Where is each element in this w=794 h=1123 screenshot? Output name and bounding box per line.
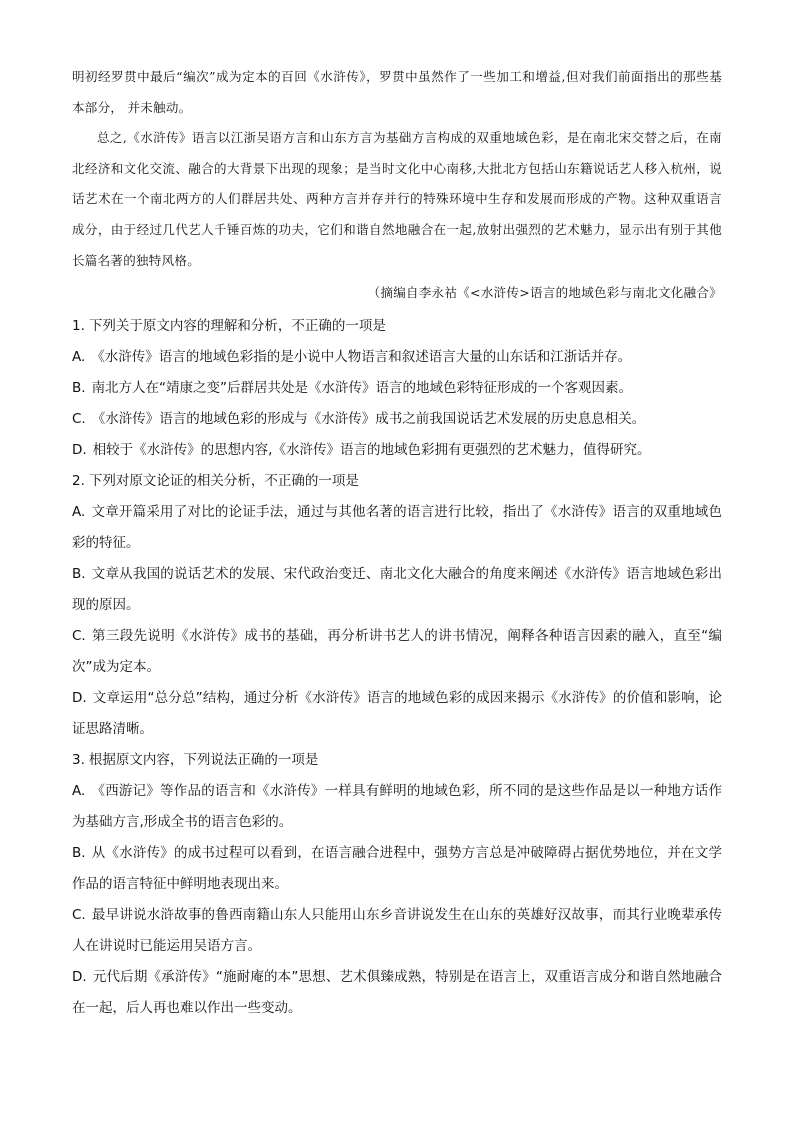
question-3 bbox=[72, 745, 722, 1024]
option-letter: A. bbox=[72, 349, 86, 365]
option-d bbox=[72, 683, 722, 745]
option-b bbox=[72, 373, 722, 404]
option-c bbox=[72, 621, 722, 683]
question-stem bbox=[72, 466, 722, 497]
option-text: 最早讲说水浒故事的鲁西南籍山东人只能用山东乡音讲说发生在山东的英雄好汉故事，而其行业晚辈承传人在讲说时已能运用吴语方言。 bbox=[72, 907, 722, 954]
option-d bbox=[72, 962, 722, 1024]
question-number: 2. bbox=[72, 473, 85, 489]
option-text: 《水浒传》语言的地域色彩指的是小说中人物语言和叙述语言大量的山东话和江浙话并存。 bbox=[91, 349, 632, 365]
reading-passage bbox=[72, 62, 722, 276]
option-text: 相较于《水浒传》的思想内容,《水浒传》语言的地域色彩拥有更强烈的艺术魅力，值得研究。 bbox=[92, 442, 651, 458]
option-text: 文章运用“总分总”结构，通过分析《水浒传》语言的地域色彩的成因来揭示《水浒传》的价值和影响，论证思路清晰。 bbox=[72, 690, 722, 737]
question-number: 1. bbox=[72, 318, 85, 334]
option-text: 《水浒传》语言的地域色彩的形成与《水浒传》成书之前我国说话艺术发展的历史息息相关。 bbox=[91, 411, 646, 427]
option-text: 文章从我国的说话艺术的发展、宋代政治变迁、南北文化大融合的角度来阐述《水浒传》语言地域色彩出现的原因。 bbox=[72, 566, 722, 613]
option-a bbox=[72, 776, 722, 838]
passage-source-citation: （摘编自李永祜《<水浒传>语言的地域色彩与南北文化融合》 bbox=[367, 285, 722, 300]
option-text: 从《水浒传》的成书过程可以看到，在语言融合进程中，强势方言总是冲破障碍占据优势地位，并在文学作品的语言特征中鲜明地表现出来。 bbox=[72, 845, 722, 892]
question-list bbox=[72, 311, 722, 1024]
option-letter: B. bbox=[72, 845, 86, 861]
passage-paragraph-2: 总之,《水浒传》语言以江浙吴语方言和山东方言为基础方言构成的双重地域色彩，是在南北宋交替之后，在南北经济和文化交流、融合的大背景下出现的现象；是当时文化中心南移,大批北方包括山东籍说话艺人移入杭州，说话艺术在一个南北两方的人们群居共处、两种方言并存并行的特殊环境中生存和发展而形成的产物。这种双重语言成分，由于经过几代艺人千锤百炼的功夫，它们和谐自然地融合在一起,放射出强烈的艺术魅力，显示出有别于其他长篇名著的独特风格。 bbox=[72, 130, 722, 268]
question-number: 3. bbox=[72, 752, 85, 768]
option-letter: A. bbox=[72, 504, 86, 520]
question-text: 下列关于原文内容的理解和分析，不正确的一项是 bbox=[88, 318, 386, 334]
passage-paragraph-1: 明初经罗贯中最后“编次”成为定本的百回《水浒传》，罗贯中虽然作了一些加工和增益,但对我们前面指出的那些基本部分， 并未触动。 bbox=[72, 69, 722, 115]
option-letter: C. bbox=[72, 411, 86, 427]
option-letter: C. bbox=[72, 907, 86, 923]
option-text: 南北方人在“靖康之变”后群居共处是《水浒传》语言的地域色彩特征形成的一个客观因素。 bbox=[91, 380, 633, 396]
option-c bbox=[72, 404, 722, 435]
option-text: 元代后期《承浒传》“施耐庵的本”思想、艺术俱臻成熟，特别是在语言上，双重语言成分和谐自然地融合在一起，后人再也难以作出一些变动。 bbox=[72, 969, 722, 1016]
option-d bbox=[72, 435, 722, 466]
question-text: 根据原文内容，下列说法正确的一项是 bbox=[88, 752, 319, 768]
question-stem bbox=[72, 745, 722, 776]
option-letter: B. bbox=[72, 380, 86, 396]
option-a bbox=[72, 497, 722, 559]
option-letter: D. bbox=[72, 442, 87, 458]
option-b bbox=[72, 838, 722, 900]
option-text: 第三段先说明《水浒传》成书的基础，再分析讲书艺人的讲书情况，阐释各种语言因素的融入，直至“编次”成为定本。 bbox=[72, 628, 722, 675]
option-a bbox=[72, 342, 722, 373]
question-2 bbox=[72, 466, 722, 745]
option-c bbox=[72, 900, 722, 962]
option-letter: D. bbox=[72, 690, 87, 706]
question-text: 下列对原文论证的相关分析，不正确的一项是 bbox=[88, 473, 359, 489]
option-b bbox=[72, 559, 722, 621]
question-stem bbox=[72, 311, 722, 342]
option-letter: C. bbox=[72, 628, 86, 644]
option-text: 《西游记》等作品的语言和《水浒传》一样具有鲜明的地域色彩，所不同的是这些作品是以一种地方话作为基础方言,形成全书的语言色彩的。 bbox=[72, 783, 722, 830]
option-text: 文章开篇采用了对比的论证手法，通过与其他名著的语言进行比较，指出了《水浒传》语言的双重地域色彩的特征。 bbox=[72, 504, 722, 551]
question-1 bbox=[72, 311, 722, 466]
option-letter: D. bbox=[72, 969, 87, 985]
option-letter: B. bbox=[72, 566, 86, 582]
option-letter: A. bbox=[72, 783, 86, 799]
